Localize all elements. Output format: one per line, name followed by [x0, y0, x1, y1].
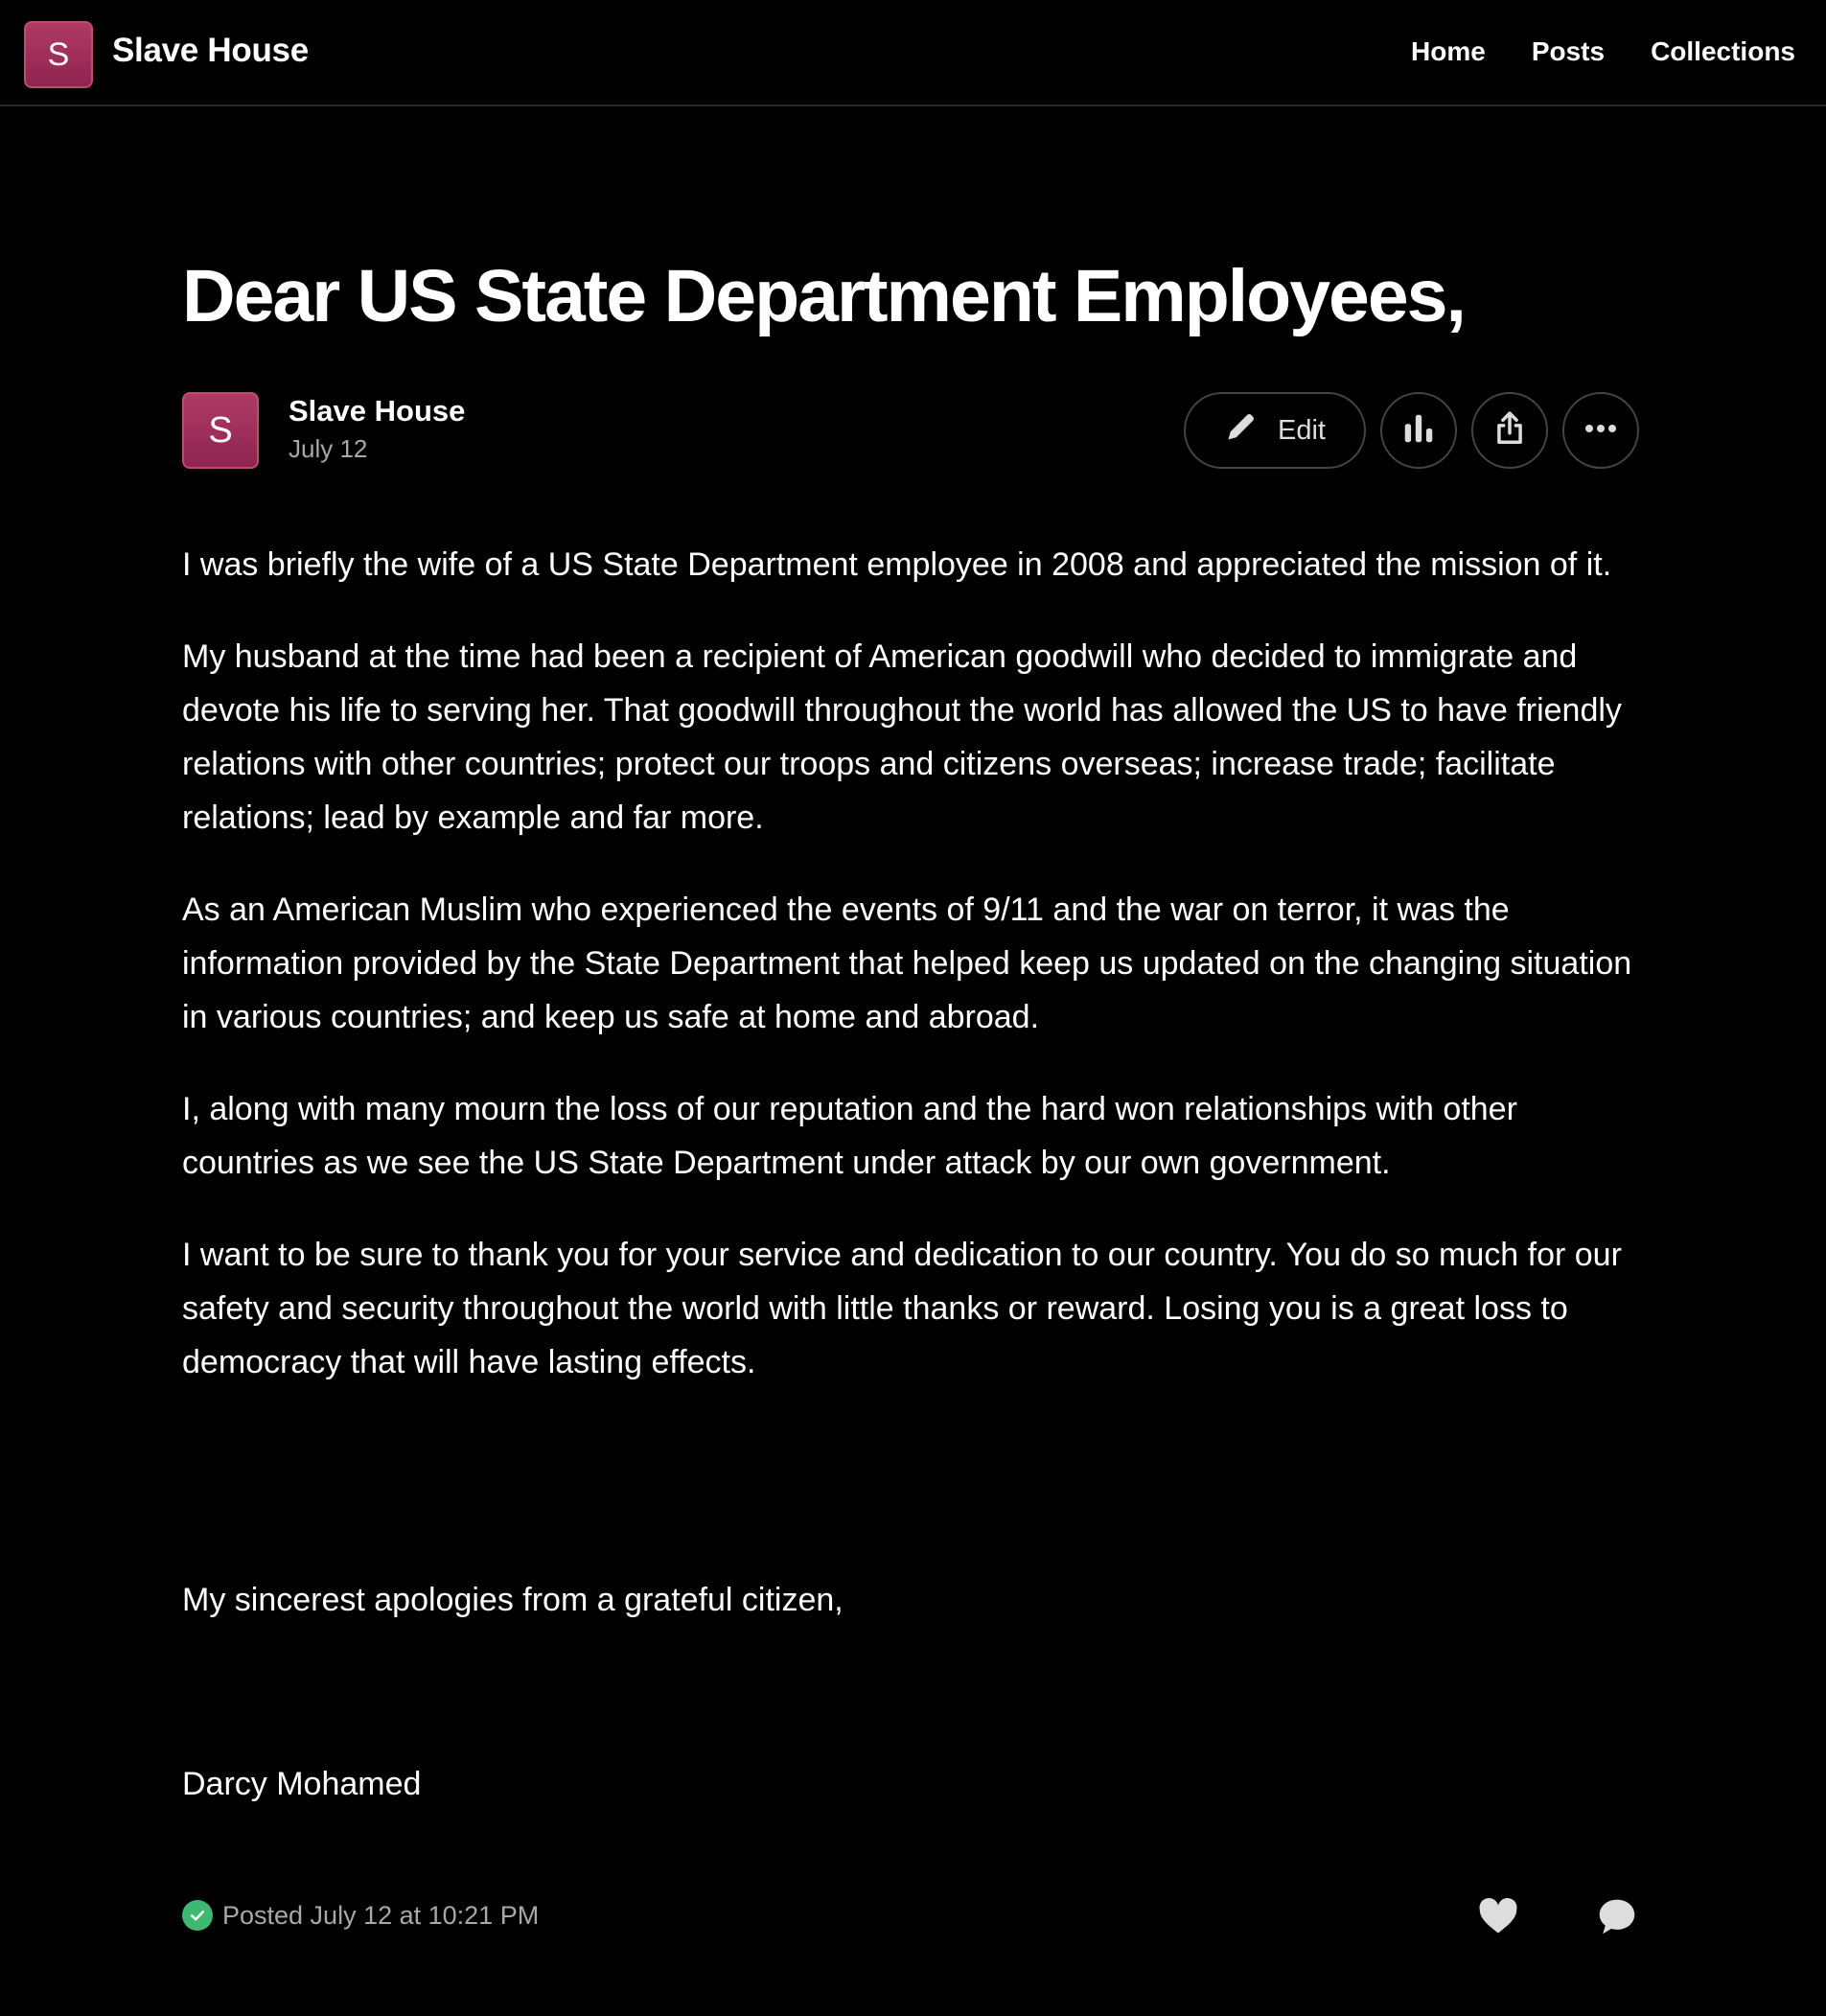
share-icon	[1491, 410, 1528, 452]
site-name[interactable]: Slave House	[112, 32, 309, 69]
paragraph: I want to be sure to thank you for your service and dedication to our country. You do so much for our safety and security throughout the world with little thanks or reward. Losing you is a great loss to democracy that will have lasting effects.	[182, 1237, 1622, 1380]
post-title: Dear US State Department Employees,	[182, 255, 1465, 337]
stats-button[interactable]	[1380, 392, 1457, 469]
nav-collections[interactable]: Collections	[1651, 36, 1795, 66]
post-body	[182, 538, 1649, 1427]
reactions	[1476, 1896, 1639, 1940]
heart-icon	[1478, 1897, 1518, 1940]
closing-line: My sincerest apologies from a grateful citizen,	[182, 1582, 844, 1618]
posted-status: Posted July 12 at 10:21 PM	[222, 1900, 540, 1930]
more-icon	[1582, 422, 1620, 439]
edit-label: Edit	[1278, 414, 1326, 446]
edit-button[interactable]	[1184, 392, 1366, 469]
post-footer	[182, 1900, 539, 1931]
post-actions	[1184, 392, 1639, 469]
check-icon	[182, 1900, 213, 1931]
nav-posts[interactable]: Posts	[1531, 36, 1606, 66]
top-navigation-bar	[0, 0, 1826, 106]
paragraph: As an American Muslim who experienced the events of 9/11 and the war on terror, it was the information provided by the State Department that helped keep us updated on the changing situation in various countries; and keep us safe at home and abroad.	[182, 892, 1632, 1035]
paragraph: I was briefly the wife of a US State Department employee in 2008 and appreciated the mission of it.	[182, 546, 1612, 583]
pencil-icon	[1224, 409, 1259, 452]
author-name[interactable]: Slave House	[289, 394, 466, 428]
paragraph: I, along with many mourn the loss of our reputation and the hard won relationships with other countries as we see the US State Department under attack by our own government.	[182, 1091, 1517, 1181]
stats-icon	[1400, 410, 1437, 452]
comment-button[interactable]	[1595, 1896, 1639, 1940]
main-nav	[1411, 36, 1795, 67]
comment-icon	[1597, 1897, 1637, 1940]
author-avatar[interactable]: S	[182, 392, 259, 469]
more-button[interactable]	[1562, 392, 1639, 469]
share-button[interactable]	[1471, 392, 1548, 469]
post-date: July 12	[289, 434, 368, 463]
paragraph: My husband at the time had been a recipient of American goodwill who decided to immigrate and devote his life to serving her. That goodwill throughout the world has allowed the US to have friendly relations with other countries; protect our troops and citizens overseas; increase trade; facilitate relations; lead by example and far more.	[182, 638, 1622, 836]
nav-home[interactable]: Home	[1411, 36, 1486, 66]
site-avatar[interactable]: S	[24, 21, 93, 88]
signature: Darcy Mohamed	[182, 1766, 422, 1802]
like-button[interactable]	[1476, 1896, 1520, 1940]
